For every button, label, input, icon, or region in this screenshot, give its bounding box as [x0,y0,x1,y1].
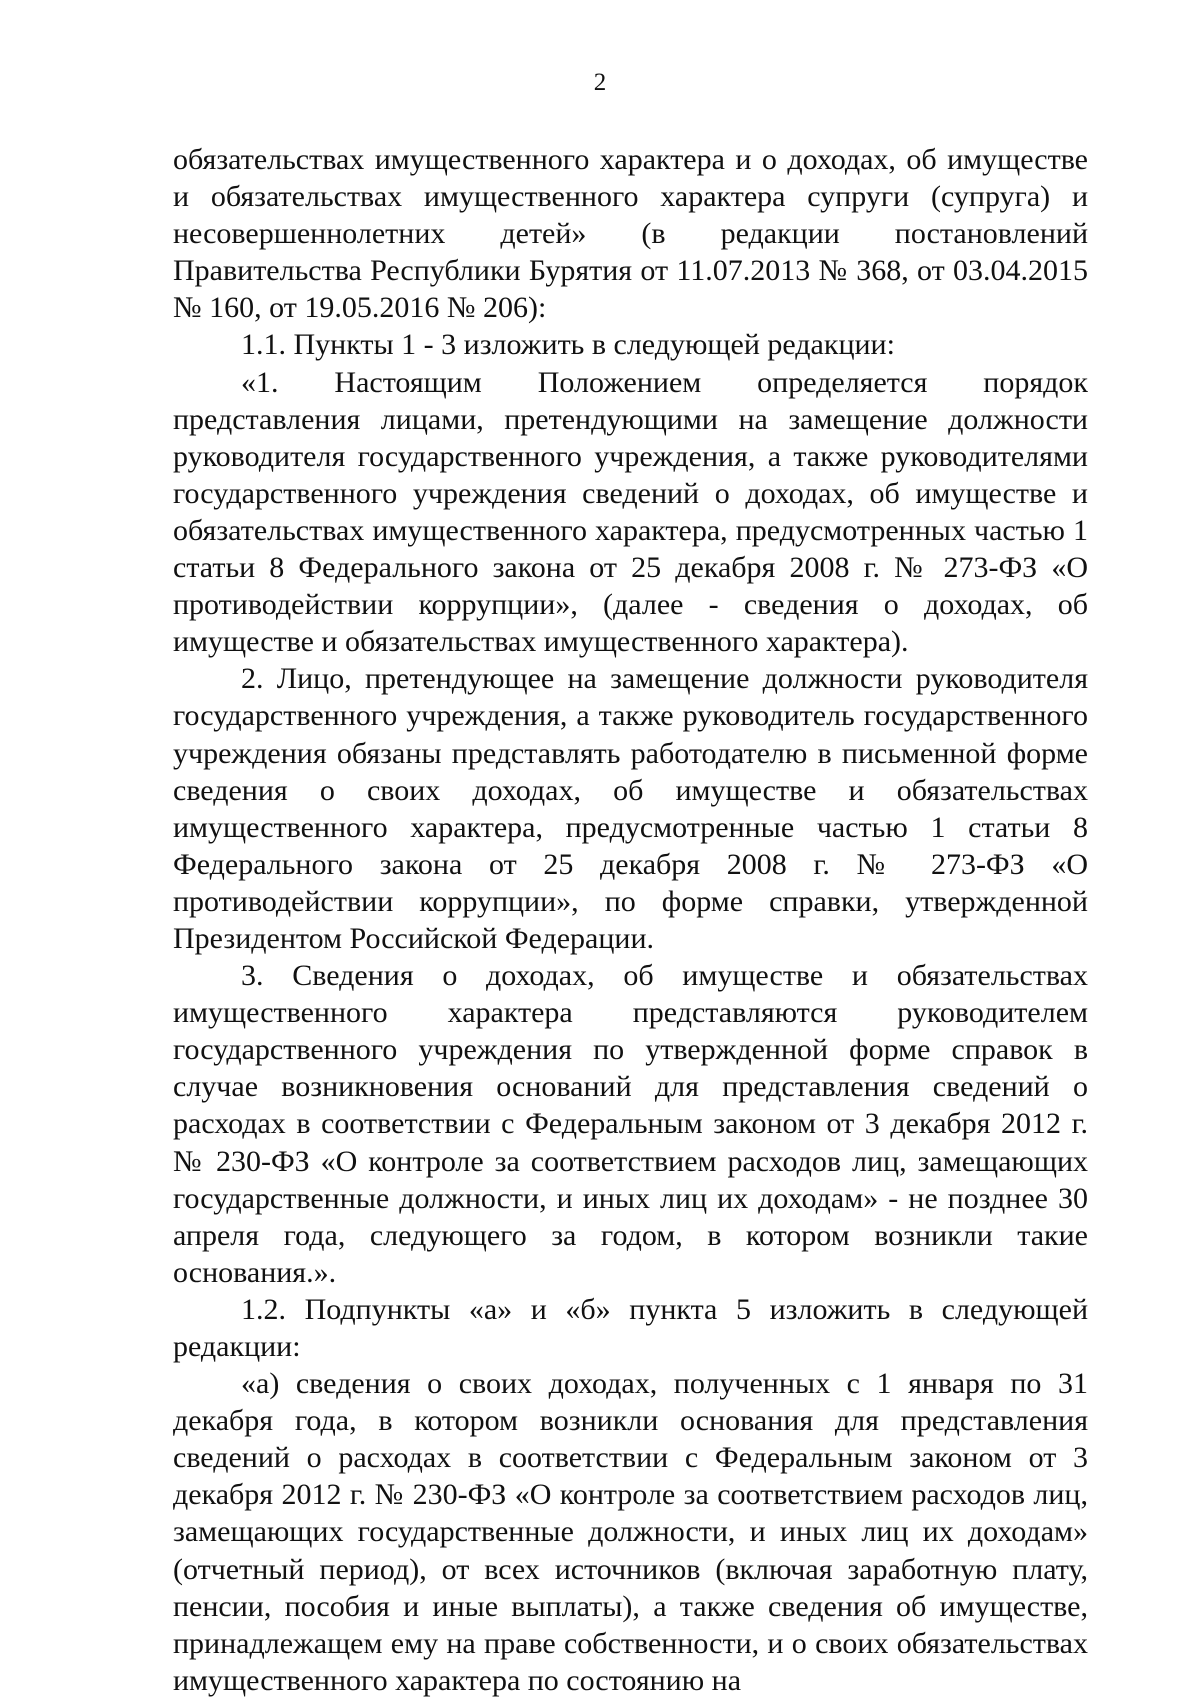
paragraph-item-1-1: 1.1. Пункты 1 - 3 изложить в следующей редакции: [241,328,895,362]
document-body [173,141,1088,1699]
paragraph-point-1: «1. Настоящим Положением определяется порядок представления лицами, претендующими на замещение должности руководителя государственного учреждения, а также руководителями государственного учреждения сведений о доходах, об имуществе и обязательствах имущественного характера, предусмотренных частью 1 статьи 8 Федерального закона от 25 декабря 2008 г. № 273-ФЗ «О противодействии коррупции», (далее - сведения о доходах, об имуществе и обязательствах имущественного характера). [173,365,1088,659]
paragraph-item-1-2: 1.2. Подпункты «а» и «б» пункта 5 изложить в следующей редакции: [173,1292,1088,1363]
paragraph-subpoint-a: «а) сведения о своих доходах, полученных с 1 января по 31 декабря года, в котором возникли основания для представления сведений о расходах в соответствии с Федеральным законом от 3 декабря 2012 г. № 230-ФЗ «О контроле за соответствием расходов лиц, замещающих государственные должности, и иных лиц их доходам» (отчетный период), от всех источников (включая заработную плату, пенсии, пособия и иные выплаты), а также сведения об имуществе, принадлежащем ему на праве собственности, и о своих обязательствах имущественного характера по состоянию на [173,1367,1088,1697]
paragraph-point-3: 3. Сведения о доходах, об имуществе и обязательствах имущественного характера представляются руководителем государственного учреждения по утвержденной форме справок в случае возникновения оснований для представления сведений о расходах в соответствии с Федеральным законом от 3 декабря 2012 г. № 230-ФЗ «О контроле за соответствием расходов лиц, замещающих государственные должности, и иных лиц их доходам» - не позднее 30 апреля года, следующего за годом, в котором возникли такие основания.». [173,959,1088,1289]
paragraph-point-2: 2. Лицо, претендующее на замещение должности руководителя государственного учреждения, а также руководитель государственного учреждения обязаны представлять работодателю в письменной форме сведения о своих доходах, об имуществе и обязательствах имущественного характера, предусмотренные частью 1 статьи 8 Федерального закона от 25 декабря 2008 г. № 273-ФЗ «О противодействии коррупции», по форме справки, утвержденной Президентом Российской Федерации. [173,662,1088,955]
paragraph-continuation: обязательствах имущественного характера и о доходах, об имуществе и обязательствах имущественного характера супруги (супруга) и несовершеннолетних детей» (в редакции постановлений Правительства Республики Бурятия от 11.07.2013 № 368, от 03.04.2015 № 160, от 19.05.2016 № 206): [173,143,1088,325]
page-number: 2 [593,69,607,96]
